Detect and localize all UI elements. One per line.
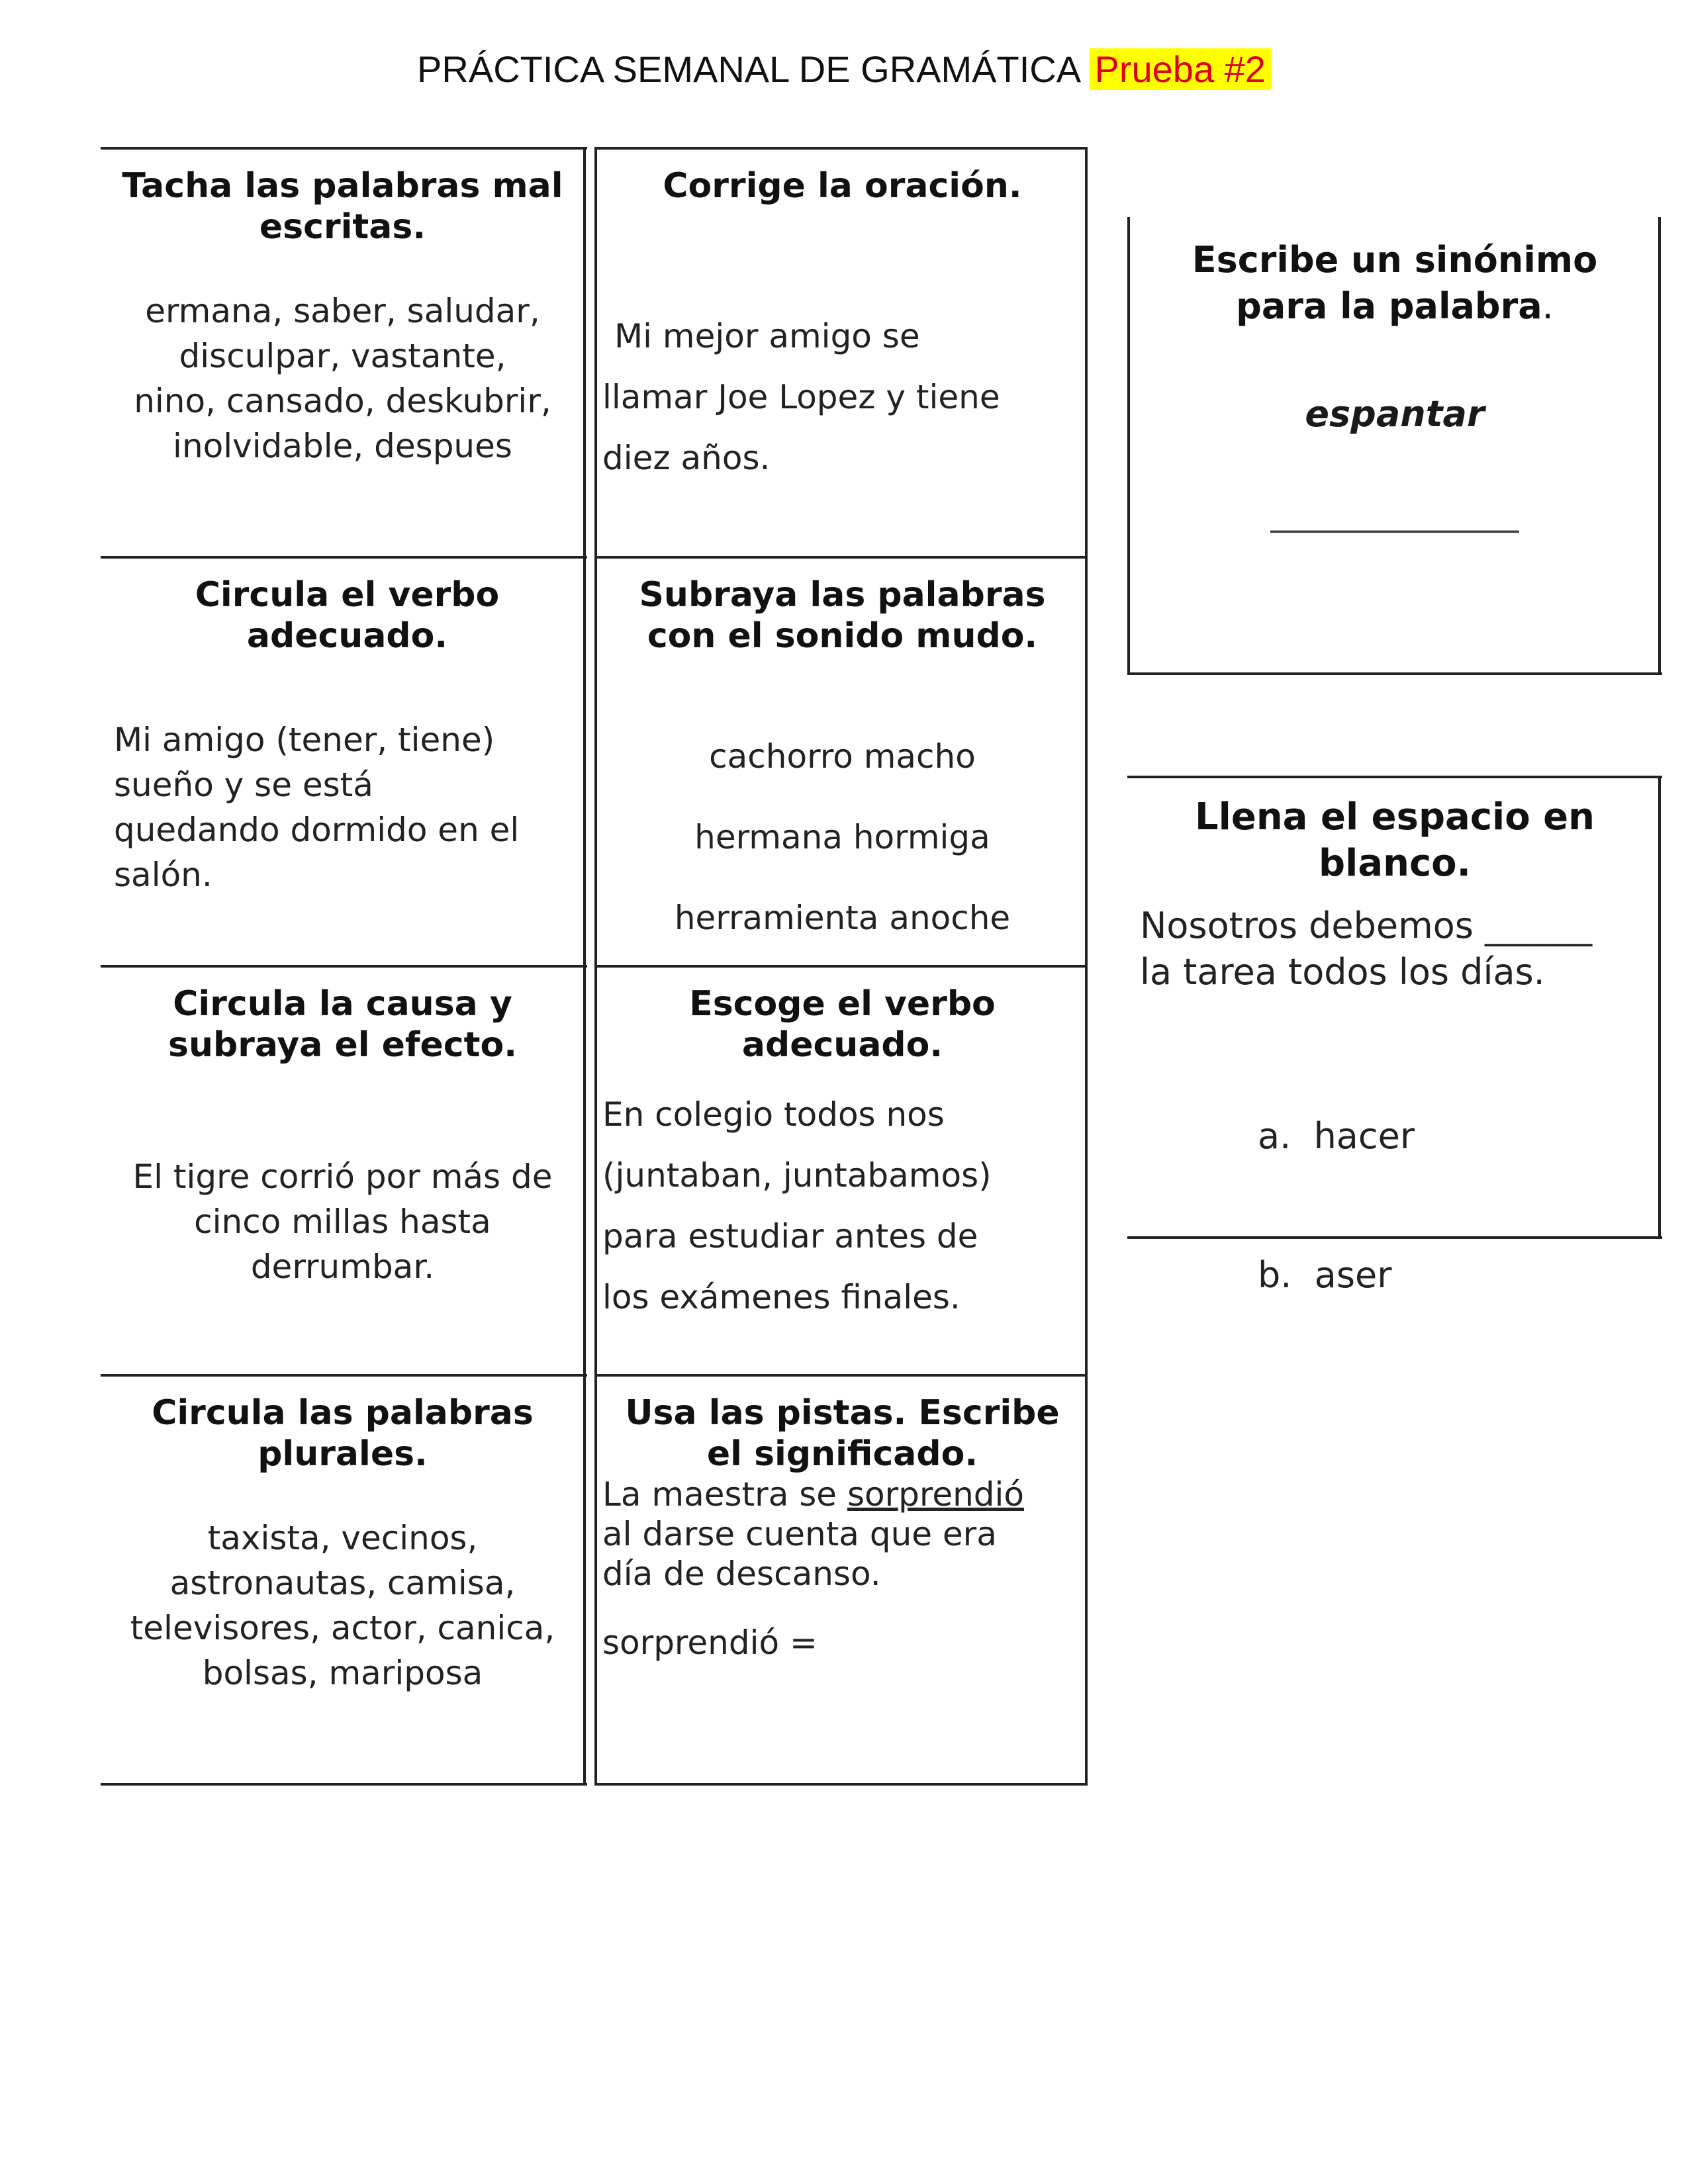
text-line: la tarea todos los días.: [1140, 951, 1545, 993]
grid-line: [594, 1783, 1088, 1786]
text-line: salón.: [114, 856, 212, 894]
card-circle-verb: [114, 574, 581, 897]
target-word: sorprendió: [847, 1475, 1025, 1514]
card-title: Llena el espacio en blanco.: [1194, 796, 1595, 885]
sentence: [114, 717, 581, 897]
option-a: a. hacer: [1258, 1115, 1415, 1157]
word-list: [106, 1516, 579, 1696]
text-line: El tigre corrió por más de: [132, 1158, 553, 1196]
text-line: al darse cuenta que era: [602, 1515, 997, 1553]
options-list: [1133, 1021, 1656, 1391]
box-border: [1127, 217, 1130, 675]
card-title: Tacha las palabras mal escritas.: [122, 166, 563, 247]
sentence: [106, 1154, 579, 1289]
box-border: [1127, 776, 1662, 778]
text-line: bolsas, mariposa: [202, 1654, 483, 1692]
card-plural-words: [106, 1392, 579, 1696]
grid-line: [101, 556, 587, 559]
text-line: herramienta anoche: [674, 899, 1011, 937]
grid-line: [1085, 147, 1088, 1786]
card-title: Corrige la oración.: [663, 166, 1022, 206]
sentence-start: La maestra se: [602, 1475, 847, 1514]
sentence: [1133, 903, 1656, 995]
title-period: .: [1542, 285, 1554, 327]
grid-line: [101, 147, 587, 150]
card-cause-effect: [106, 983, 579, 1289]
card-misspelled-words: [106, 165, 579, 469]
text-line: llamar Joe Lopez y tiene: [602, 378, 1000, 416]
text-line: sueño y se está: [114, 766, 373, 804]
text-line: inolvidable, despues: [173, 427, 512, 465]
sentence: [602, 1475, 1082, 1594]
word-list: [602, 716, 1082, 958]
grid-line: [594, 965, 1088, 968]
card-title: [1133, 237, 1656, 330]
card-title: Usa las pistas. Escribe el significado.: [625, 1393, 1060, 1474]
page-title: [0, 48, 1688, 91]
box-border: [1127, 672, 1662, 675]
card-choose-verb: [602, 983, 1082, 1328]
box-border: [1658, 217, 1661, 675]
target-word: espantar: [1305, 393, 1485, 435]
grid-line: [594, 1374, 1088, 1377]
card-title: Subraya las palabras con el sonido mudo.: [639, 575, 1046, 656]
card-title: Escoge el verbo adecuado.: [689, 984, 996, 1065]
text-line: ermana, saber, saludar,: [145, 292, 540, 330]
page-title-text: PRÁCTICA SEMANAL DE GRAMÁTICA: [417, 48, 1079, 90]
text-line: quedando dormido en el: [114, 811, 520, 849]
text-line: astronautas, camisa,: [169, 1564, 516, 1602]
text-line: hermana hormiga: [694, 818, 990, 856]
card-silent-sound: [602, 574, 1082, 958]
card-correct-sentence: [602, 165, 1082, 488]
text-line: diez años.: [602, 439, 771, 477]
text-line: día de descanso.: [602, 1555, 881, 1593]
title-line: para la palabra: [1236, 285, 1542, 327]
text-line: derrumbar.: [250, 1248, 435, 1286]
grid-line: [594, 147, 597, 1786]
text-line: televisores, actor, canica,: [130, 1609, 555, 1647]
text-line: taxista, vecinos,: [207, 1519, 478, 1557]
card-title: Circula la causa y subraya el efecto.: [168, 984, 517, 1065]
card-synonym: [1133, 237, 1656, 533]
text-line: para estudiar antes de: [602, 1217, 978, 1255]
grid-line: [594, 147, 1088, 150]
text-line: En colegio todos nos: [602, 1095, 945, 1134]
sentence: [602, 306, 1082, 488]
card-title: Circula el verbo adecuado.: [195, 575, 500, 656]
grid-line: [101, 1783, 587, 1786]
test-number-highlight: Prueba #2: [1090, 48, 1271, 90]
card-title: Circula las palabras plurales.: [152, 1393, 534, 1474]
word-list: [106, 289, 579, 469]
card-context-clues: [602, 1392, 1082, 1665]
answer-prompt: sorprendió =: [602, 1623, 818, 1662]
sentence: [602, 1084, 1082, 1328]
grid-line: [101, 965, 587, 968]
card-fill-blank: [1133, 794, 1656, 1391]
text-line: (juntaban, juntabamos): [602, 1156, 992, 1195]
text-line: cachorro macho: [709, 737, 976, 776]
grid-line: [101, 1374, 587, 1377]
grid-line: [583, 147, 586, 1786]
answer-blank: _______________: [1270, 494, 1519, 533]
text-line: [602, 1475, 1082, 1514]
text-line: disculpar, vastante,: [179, 337, 506, 375]
text-line: Nosotros debemos ______: [1140, 905, 1593, 946]
title-line: Escribe un sinónimo: [1192, 239, 1598, 281]
text-line: nino, cansado, deskubrir,: [134, 382, 551, 420]
text-line: los exámenes finales.: [602, 1278, 961, 1316]
text-line: Mi amigo (tener, tiene): [114, 721, 495, 759]
grid-line: [594, 556, 1088, 559]
text-line: Mi mejor amigo se: [614, 317, 920, 355]
option-b: b. aser: [1258, 1254, 1392, 1296]
box-border: [1658, 776, 1661, 1239]
text-line: cinco millas hasta: [194, 1203, 491, 1241]
